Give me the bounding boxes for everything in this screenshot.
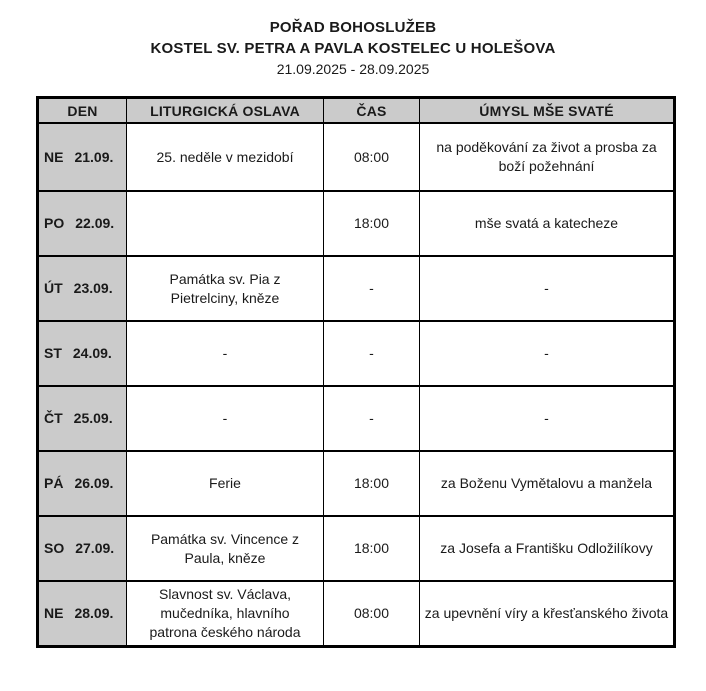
column-header-time: ČAS — [324, 98, 420, 124]
time-cell: - — [324, 256, 420, 321]
day-cell — [38, 581, 127, 646]
day-abbreviation: ÚT — [44, 280, 63, 297]
day-cell — [38, 386, 127, 451]
intention-cell: - — [420, 256, 675, 321]
day-cell — [38, 123, 127, 191]
table-row — [38, 581, 675, 646]
celebration-cell: Památka sv. Vincence z Paula, kněze — [127, 516, 324, 581]
time-cell: 08:00 — [324, 123, 420, 191]
intention-cell: na poděkování za život a prosba za boží požehnání — [420, 123, 675, 191]
table-row — [38, 321, 675, 386]
column-header-celebration: LITURGICKÁ OSLAVA — [127, 98, 324, 124]
time-cell: 18:00 — [324, 451, 420, 516]
celebration-cell: Památka sv. Pia z Pietrelciny, kněze — [127, 256, 324, 321]
day-abbreviation: PO — [44, 215, 65, 232]
day-cell — [38, 256, 127, 321]
intention-cell: mše svatá a katecheze — [420, 191, 675, 256]
day-cell — [38, 516, 127, 581]
day-date: 22.09. — [75, 215, 115, 232]
column-header-day: DEN — [38, 98, 127, 124]
time-cell: 08:00 — [324, 581, 420, 646]
day-date: 26.09. — [74, 475, 114, 492]
day-abbreviation: ČT — [44, 410, 63, 427]
celebration-cell: Ferie — [127, 451, 324, 516]
schedule-body — [38, 123, 675, 646]
time-cell: 18:00 — [324, 516, 420, 581]
intention-cell: - — [420, 321, 675, 386]
document-header — [0, 0, 706, 80]
table-header-row — [38, 98, 675, 124]
day-abbreviation: PÁ — [44, 475, 64, 492]
day-date: 28.09. — [74, 604, 114, 621]
date-range: 21.09.2025 - 28.09.2025 — [276, 61, 430, 77]
time-cell: 18:00 — [324, 191, 420, 256]
day-abbreviation: NE — [44, 148, 64, 165]
day-cell — [38, 451, 127, 516]
table-row — [38, 256, 675, 321]
mass-schedule-table — [36, 96, 676, 648]
day-date: 24.09. — [72, 345, 112, 362]
day-date: 27.09. — [75, 540, 115, 557]
celebration-cell: 25. neděle v mezidobí — [127, 123, 324, 191]
celebration-cell — [127, 191, 324, 256]
day-cell — [38, 191, 127, 256]
time-cell: - — [324, 386, 420, 451]
day-date: 25.09. — [73, 410, 113, 427]
day-abbreviation: ST — [44, 345, 62, 362]
time-cell: - — [324, 321, 420, 386]
table-row — [38, 123, 675, 191]
day-abbreviation: SO — [44, 540, 65, 557]
intention-cell: za Josefa a Františku Odložilíkovy — [420, 516, 675, 581]
table-row — [38, 516, 675, 581]
intention-cell: - — [420, 386, 675, 451]
celebration-cell: - — [127, 386, 324, 451]
page-title: POŘAD BOHOSLUŽEB — [269, 19, 437, 36]
church-name-subtitle: KOSTEL SV. PETRA A PAVLA KOSTELEC U HOLEŠOVA — [150, 40, 556, 57]
intention-cell: za Boženu Vymětalovu a manžela — [420, 451, 675, 516]
column-header-intention: ÚMYSL MŠE SVATÉ — [420, 98, 675, 124]
celebration-cell: Slavnost sv. Václava, mučedníka, hlavního patrona českého národa — [127, 581, 324, 646]
table-row — [38, 451, 675, 516]
day-cell — [38, 321, 127, 386]
day-date: 23.09. — [73, 280, 113, 297]
celebration-cell: - — [127, 321, 324, 386]
day-abbreviation: NE — [44, 604, 64, 621]
day-date: 21.09. — [74, 148, 114, 165]
table-row — [38, 191, 675, 256]
table-row — [38, 386, 675, 451]
intention-cell: za upevnění víry a křesťanského života — [420, 581, 675, 646]
